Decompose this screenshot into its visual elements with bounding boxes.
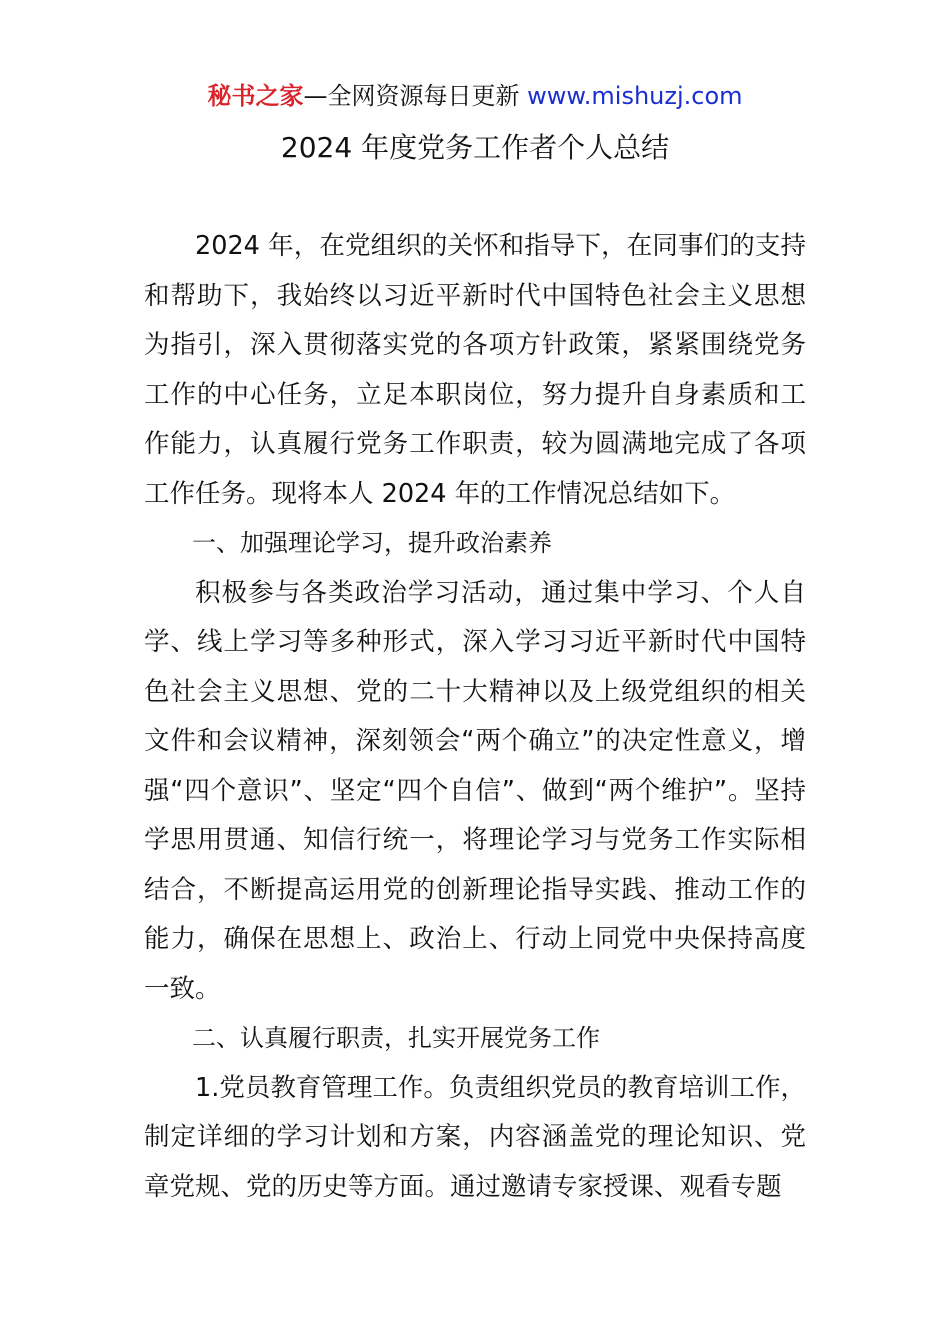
document-body [144,222,806,1212]
site-banner [0,80,950,112]
section-heading-2: 二、认真履行职责，扎实开展党务工作 [192,1024,600,1052]
intro-paragraph: 2024 年，在党组织的关怀和指导下，在同事们的支持和帮助下，我始终以习近平新时代中国特色社会主义思想为指引，深入贯彻落实党的各项方针政策，紧紧围绕党务工作的中心任务，立足本职岗位，努力提升自身素质和工作能力，认真履行党务工作职责，较为圆满地完成了各项工作任务。现将本人 2024 年的工作情况总结如下。 [144,231,806,509]
site-tagline: —全网资源每日更新 [303,82,528,110]
document-title: 2024 年度党务工作者个人总结 [280,131,670,164]
section-1-paragraph: 积极参与各类政治学习活动，通过集中学习、个人自学、线上学习等多种形式，深入学习习近平新时代中国特色社会主义思想、党的二十大精神以及上级党组织的相关文件和会议精神，深刻领会“两个确立”的决定性意义，增强“四个意识”、坚定“四个自信”、做到“两个维护”。坚持学思用贯通、知信行统一，将理论学习与党务工作实际相结合，不断提高运用党的创新理论指导实践、推动工作的能力，确保在思想上、政治上、行动上同党中央保持高度一致。 [144,577,806,1004]
site-brand: 秘书之家 [207,82,304,110]
site-url-link[interactable]: www.mishuzj.com [527,82,743,110]
section-2-paragraph: 1.党员教育管理工作。负责组织党员的教育培训工作，制定详细的学习计划和方案，内容涵盖党的理论知识、党章党规、党的历史等方面。通过邀请专家授课、观看专题 [144,1072,806,1202]
section-heading-1: 一、加强理论学习，提升政治素养 [192,529,552,557]
